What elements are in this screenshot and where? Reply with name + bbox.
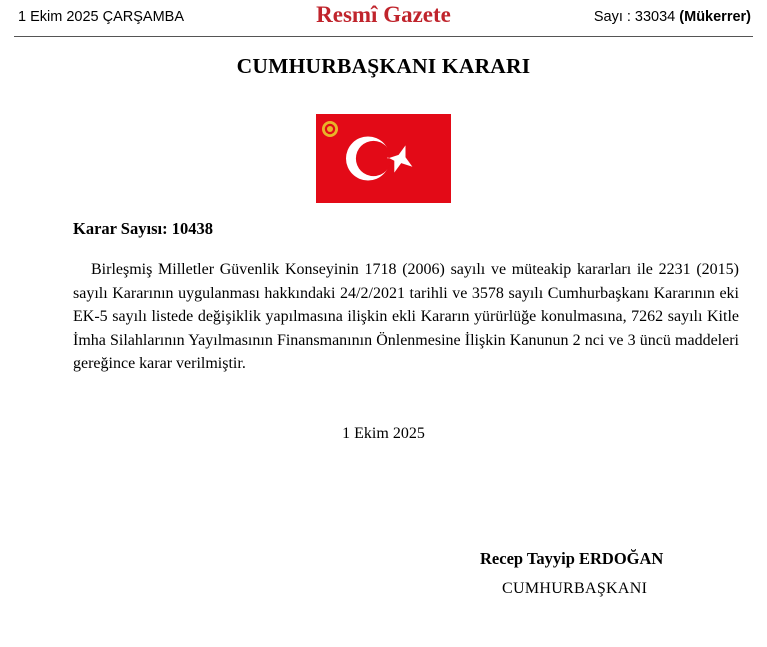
issue-extra: (Mükerrer) (679, 9, 751, 25)
signer-title: CUMHURBAŞKANI (502, 580, 648, 597)
header-divider (14, 36, 753, 37)
gazette-header (0, 0, 767, 38)
decision-date: 1 Ekim 2025 (342, 425, 425, 442)
decision-body: Birleşmiş Milletler Güvenlik Konseyinin 1718 (2006) sayılı ve müteakip kararları ile 2231 (2015) sayılı Kararının uygulanması hakkındaki 24/2/2021 tarihli ve 3578 sayılı Cumhurbaşkanı Kararının eki EK-5 sayılı listede değişiklik yapılmasına ilişkin ekli Kararın yürürlüğe konulmasına, 7262 sayılı Kitle İmha Silahlarının Yayılmasının Finansmanının Önlenmesine İlişkin Kanunun 2 nci ve 3 üncü maddeleri gereğince karar verilmiştir. (73, 261, 739, 373)
issue-label: Sayı : 33034 (593, 9, 676, 25)
signer-name: Recep Tayyip ERDOĞAN (480, 549, 664, 568)
header-date: 1 Ekim 2025 ÇARŞAMBA (18, 9, 185, 25)
issue-number (594, 9, 751, 25)
presidential-seal-icon (322, 121, 338, 137)
document-title: CUMHURBAŞKANI KARARI (236, 54, 531, 78)
gazette-name: Resmî Gazete (316, 2, 451, 27)
decision-number: Karar Sayısı: 10438 (73, 219, 213, 238)
turkish-flag-icon (316, 114, 451, 203)
